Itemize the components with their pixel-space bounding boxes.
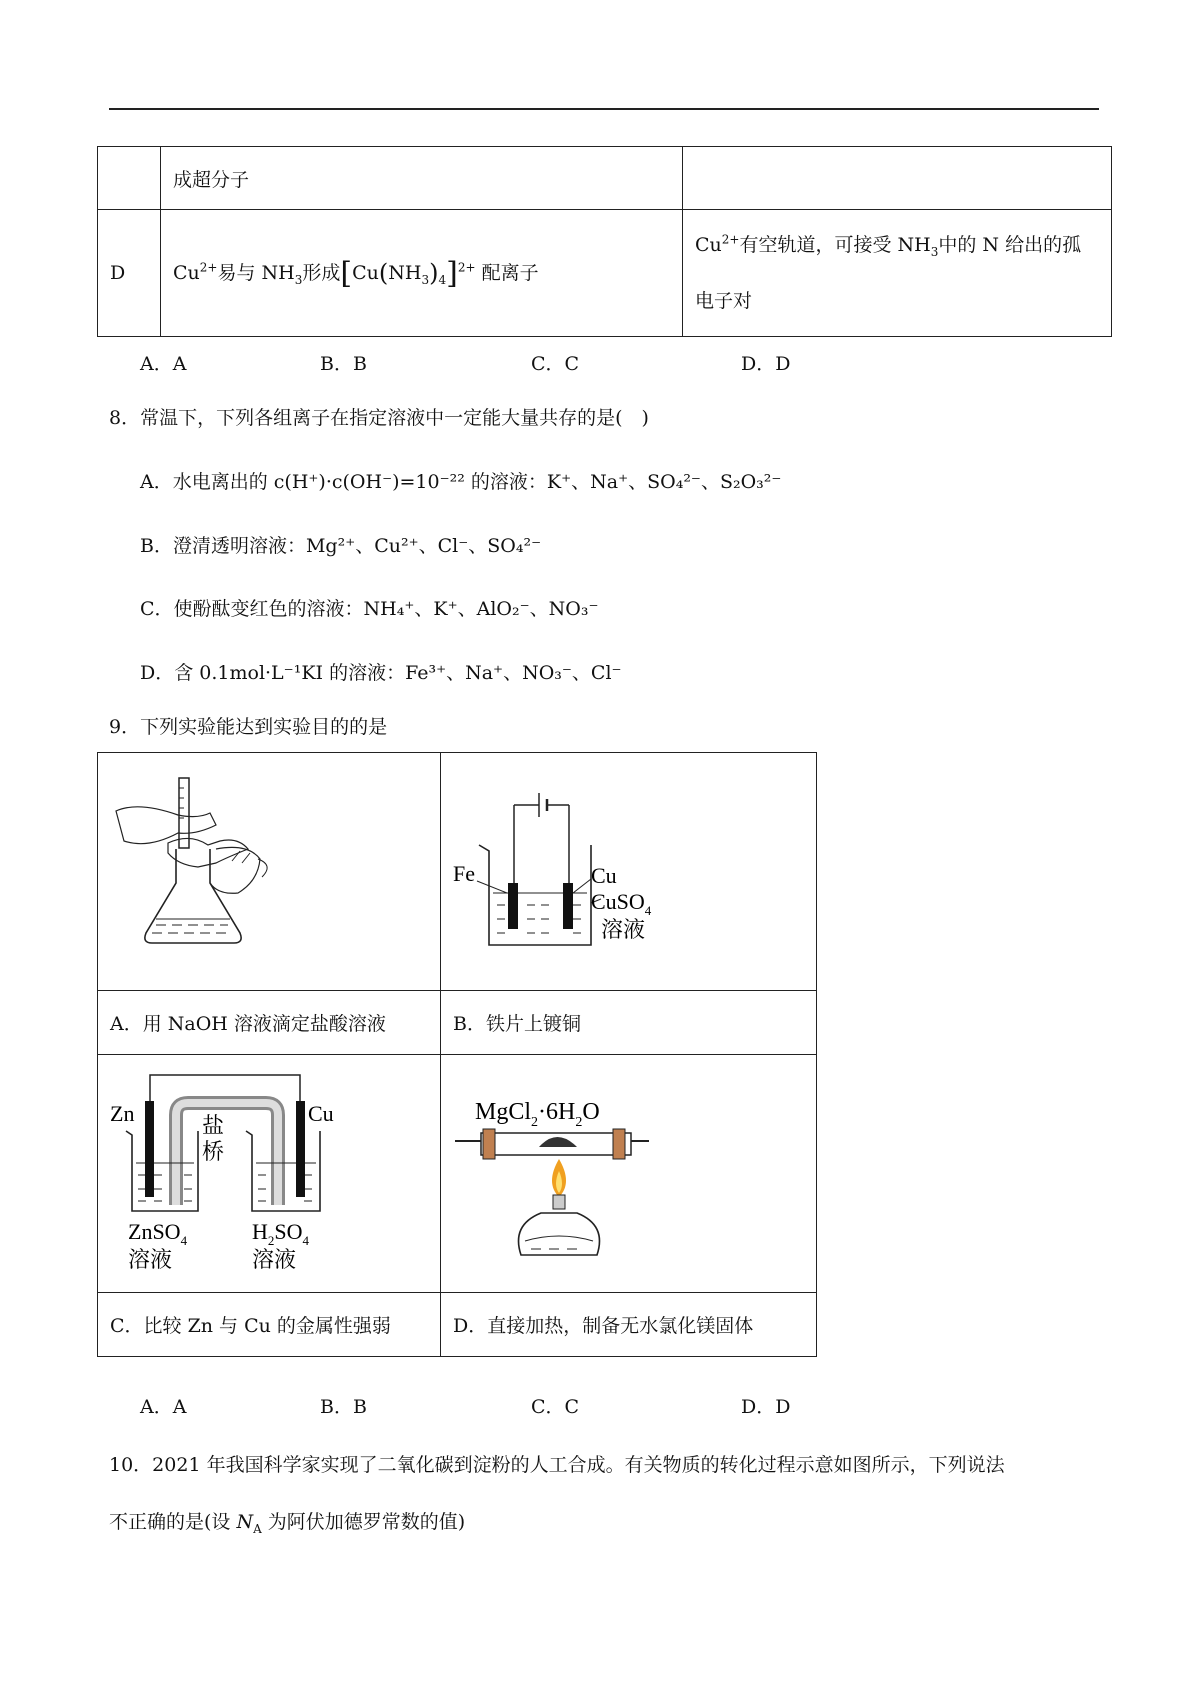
svg-text:H2SO4: $H_2SO_4$ (252, 1219, 310, 1248)
galvanic-cell-illustration (98, 1055, 441, 1292)
h2so4-solution-label: 溶液 (252, 1248, 297, 1273)
heating-illustration (441, 1055, 817, 1292)
electroplating-illustration (441, 753, 817, 990)
q10-stem-line-2: 不正确的是(设 $N_A$ 为阿伏加德罗常数的值) (109, 1511, 466, 1536)
znso4-solution-label: 溶液 (128, 1248, 173, 1273)
q9-figure-row-2 (98, 1055, 817, 1293)
cuso4-label: CuSO (591, 889, 645, 914)
q7-row-d (98, 210, 1112, 337)
q9-caption-row-2 (98, 1293, 817, 1357)
h2so4-label: H (252, 1219, 268, 1244)
q10-stem-line-1: 10．2021 年我国科学家实现了二氧化碳到淀粉的人工合成。有关物质的转化过程示意如图所示，下列说法 (109, 1454, 1005, 1476)
q9-figure-d (441, 1055, 817, 1293)
znso4-label: ZnSO (128, 1219, 181, 1244)
q7-row-c-reason (683, 147, 1112, 210)
q8-option-b[interactable]: B．澄清透明溶液：Mg²⁺、Cu²⁺、Cl⁻、SO₄²⁻ (140, 535, 542, 557)
titration-illustration (98, 753, 441, 990)
q8-option-c[interactable]: C．使酚酞变红色的溶液：NH₄⁺、K⁺、AlO₂⁻、NO₃⁻ (140, 598, 599, 620)
q7-row-c-fact: 成超分子 (161, 147, 683, 210)
svg-text:CuSO4: CuSO$_4$ (591, 889, 652, 918)
q7-row-d-reason: $Cu^{2+}$有空轨道，可接受 $NH_3$中的 N 给出的孤 电子对 (683, 210, 1112, 337)
q9-caption-c[interactable]: C．比较 Zn 与 Cu 的金属性强弱 (98, 1293, 441, 1357)
q8-option-d[interactable]: D．含 0.1mol·L⁻¹KI 的溶液：Fe³⁺、Na⁺、NO₃⁻、Cl⁻ (140, 662, 622, 684)
q7-option-d[interactable]: D．D (741, 353, 791, 375)
q9-figure-c (98, 1055, 441, 1293)
zn-label: Zn (110, 1101, 135, 1126)
q9-figure-a (98, 753, 441, 991)
q9-stem: 9．下列实验能达到实验目的的是 (109, 716, 388, 738)
q9-figure-row-1 (98, 753, 817, 991)
cu-label: Cu (591, 863, 617, 888)
q8-stem: 8．常温下，下列各组离子在指定溶液中一定能大量共存的是( ) (109, 407, 649, 429)
q9-option-b[interactable]: B．B (320, 1396, 367, 1418)
q7-row-c (98, 147, 1112, 210)
solution-label: 溶液 (601, 917, 646, 942)
q7-row-d-fact: $Cu^{2+}$易与 $NH_3$形成$[Cu(NH_3)_4]^{2+}$ 配离子 (161, 210, 683, 337)
q7-option-a[interactable]: A．A (140, 353, 187, 375)
q9-option-a[interactable]: A．A (140, 1396, 187, 1418)
q7-row-d-label: D (98, 210, 161, 337)
salt-bridge-label-2: 桥 (202, 1140, 225, 1165)
q9-option-d[interactable]: D．D (741, 1396, 791, 1418)
q7-option-c[interactable]: C．C (531, 353, 580, 375)
mgcl2-label: MgCl (475, 1099, 532, 1125)
q9-caption-a[interactable]: A．用 NaOH 溶液滴定盐酸溶液 (98, 991, 441, 1055)
svg-text:MgCl2·6H2O: $MgCl_2\cdot 6H_2O$ (475, 1099, 600, 1130)
header-rule (109, 108, 1099, 110)
cu-electrode-label: Cu (308, 1101, 334, 1126)
q8-option-a[interactable]: A．水电离出的 c(H⁺)·c(OH⁻)=10⁻²² 的溶液：K⁺、Na⁺、SO₄²⁻、S₂O₃²⁻ (140, 471, 782, 493)
q7-row-c-label (98, 147, 161, 210)
q9-figure-b (441, 753, 817, 991)
q9-caption-d[interactable]: D．直接加热，制备无水氯化镁固体 (441, 1293, 817, 1357)
q7-table (97, 146, 1112, 337)
fe-label: Fe (453, 861, 475, 886)
q9-caption-row-1 (98, 991, 817, 1055)
q9-option-c[interactable]: C．C (531, 1396, 580, 1418)
svg-text:ZnSO4: ZnSO$_4$ (128, 1219, 188, 1248)
q7-option-b[interactable]: B．B (320, 353, 367, 375)
salt-bridge-label-1: 盐 (202, 1114, 225, 1139)
q9-table (97, 752, 817, 1357)
q9-caption-b[interactable]: B．铁片上镀铜 (441, 991, 817, 1055)
